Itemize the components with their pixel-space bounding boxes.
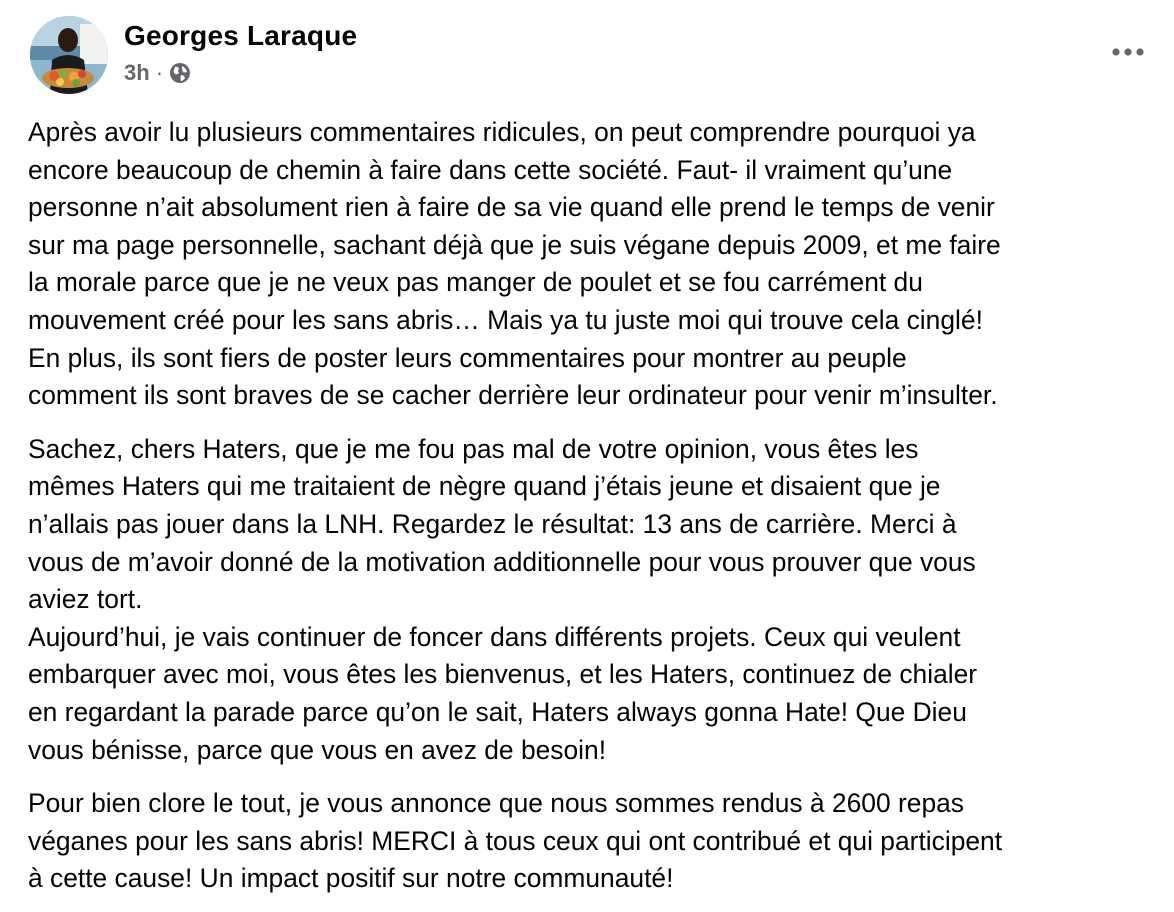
globe-icon[interactable] <box>169 62 191 84</box>
post-meta <box>124 60 191 86</box>
post-paragraph-4: Pour bien clore le tout, je vous annonce que nous sommes rendus à 2600 repas véganes pour les sans abris! MERCI à tous ceux qui ont contribué et qui participent à cette cause! Un impact positif sur notre communauté! <box>28 788 1003 894</box>
post-paragraph-2: Sachez, chers Haters, que je me fou pas mal de votre opinion, vous êtes les mêmes Haters qui me traitaient de nègre quand j’étais jeune et disaient que je n’allais pas jouer dans la LNH. Regardez le résultat: 13 ans de carrière. Merci à vous de m’avoir donné de la motivation additionnelle pour vous prouver que vous aviez tort. <box>28 433 976 615</box>
post-timestamp[interactable]: 3h <box>124 60 150 85</box>
more-options-button[interactable] <box>1106 34 1150 70</box>
meta-separator: · <box>155 60 164 85</box>
post-paragraph-3: Aujourd’hui, je vais continuer de foncer dans différents projets. Ceux qui veulent embarquer avec moi, vous êtes les bienvenus, et les Haters, continuez de chialer en regardant la parade parce qu’on le sait, Haters always gonna Hate! Que Dieu vous bénisse, parce que vous en avez de besoin! <box>28 621 978 765</box>
avatar-photo-icon <box>30 16 108 94</box>
author-name[interactable]: Georges Laraque <box>124 20 358 51</box>
post-paragraph-1: Après avoir lu plusieurs commentaires ridicules, on peut comprendre pourquoi ya encore beaucoup de chemin à faire dans cette société. Faut- il vraiment qu’une personne n’ait absolument rien à faire de sa vie quand elle prend le temps de venir sur ma page personnelle, sachant déjà que je suis végane depuis 2009, et me faire la morale parce que je ne veux pas manger de poulet et se fou carrément du mouvement créé pour les sans abris… Mais ya tu juste moi qui trouve cela cinglé! En plus, ils sont fiers de poster leurs commentaires pour montrer au peuple comment ils sont braves de se cacher derrière leur ordinateur pour venir m’insulter. <box>28 117 1001 411</box>
more-horizontal-icon <box>1111 47 1145 57</box>
post-header <box>30 16 1150 96</box>
author-avatar[interactable] <box>30 16 108 94</box>
post-body <box>28 114 1153 898</box>
